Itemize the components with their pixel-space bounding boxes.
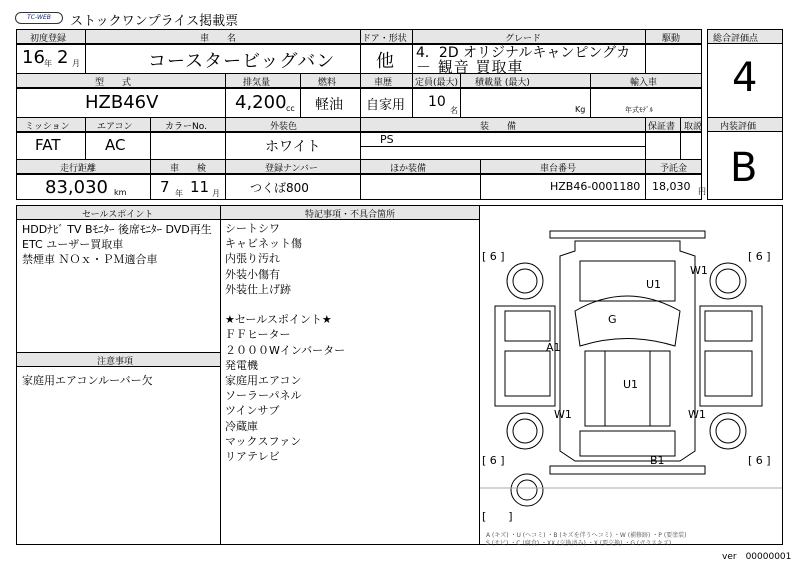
notes-title: 注意事項 — [97, 357, 134, 367]
label-aircon: エアコン — [97, 122, 133, 132]
interior-score: B — [730, 145, 758, 191]
label-model: 型 式 — [95, 78, 132, 88]
note-line: 家庭用エアコンルーバー欠 — [22, 374, 153, 387]
legend-line1: A (キズ) ・U (ヘコミ) ・B (キズを伴うヘコミ) ・W (補修跡) ・P (要塗装) — [486, 532, 687, 539]
mark-b1: B1 — [650, 454, 665, 467]
sales-point-line: ETC ユーザー買取車 — [22, 238, 124, 252]
label-warranty: 保証書 — [648, 122, 676, 132]
notes-list — [22, 373, 153, 388]
special-line: ツインサブ — [225, 404, 280, 418]
mileage-unit: km — [114, 188, 127, 197]
bracket-top-right: [ 6 ] — [748, 250, 771, 263]
label-fuel: 燃料 — [318, 78, 337, 88]
label-equip: 装 備 — [480, 122, 517, 132]
special-line: 内張り汚れ — [225, 252, 280, 266]
first-reg-month-unit: 月 — [72, 59, 80, 68]
label-displacement: 排気量 — [243, 78, 271, 88]
ext-color-value: ホワイト — [265, 139, 321, 155]
label-door: ドア・形状 — [362, 34, 407, 44]
special-line: 外装仕上げ跡 — [225, 282, 291, 296]
label-car-name: 車 名 — [200, 34, 237, 44]
capacity-value: 10 — [428, 94, 446, 110]
load-unit: Kg — [575, 105, 586, 114]
car-damage-diagram — [480, 206, 782, 544]
grade-line2: － 観音 買取車 — [416, 58, 524, 76]
equip-ps: PS — [380, 133, 394, 146]
mission-value: FAT — [35, 136, 61, 154]
label-other-equip: ほか装備 — [390, 164, 427, 174]
wheel-top-right — [710, 263, 746, 299]
label-mission: ミッション — [25, 122, 70, 132]
logo — [15, 12, 63, 24]
insp-year-unit: 年 — [175, 189, 183, 198]
special-line: ソーラーパネル — [225, 389, 302, 403]
label-price: 予託金 — [660, 164, 688, 174]
mark-u1-mid: U1 — [623, 378, 639, 391]
label-manual: 取説 — [684, 122, 703, 132]
price-unit: 円 — [698, 187, 706, 196]
sales-point-line: HDDﾅﾋﾞ TV Bﾓﾆﾀｰ 後席ﾓﾆﾀｰ DVD再生 — [22, 223, 212, 236]
bracket-bottom-left: [ 6 ] — [482, 454, 505, 467]
sales-points-title: セールスポイント — [82, 210, 154, 220]
bracket-bottom: [ ] — [482, 510, 513, 523]
special-list — [225, 221, 345, 464]
mark-a1: A1 — [546, 341, 561, 354]
mark-w1-left: W1 — [554, 408, 572, 421]
mark-u1-top: U1 — [646, 278, 662, 291]
special-line: 冷蔵庫 — [225, 419, 258, 433]
label-load: 積載量 (最大) — [475, 78, 530, 88]
mileage-value: 83,030 — [45, 177, 108, 198]
label-color-no: カラーNo. — [165, 122, 207, 132]
aircon-value: AC — [105, 136, 126, 154]
sales-points-list — [22, 222, 212, 268]
label-import: 輸入車 — [630, 78, 658, 88]
page-title: ストックワンプライス掲載票 — [70, 14, 239, 29]
displacement-value: 4,200 — [235, 92, 287, 113]
chassis-value: HZB46-0001180 — [550, 180, 641, 193]
special-line: 外装小傷有 — [225, 267, 280, 281]
label-ext-color: 外装色 — [270, 122, 298, 132]
price-value: 18,030 — [652, 180, 691, 193]
label-first-reg: 初度登録 — [30, 34, 67, 44]
label-grade: グレード — [505, 34, 542, 44]
special-line — [225, 297, 345, 312]
label-chassis: 車台番号 — [540, 164, 577, 174]
fuel-value: 軽油 — [315, 97, 343, 113]
plate-value: つくば800 — [250, 181, 309, 195]
wheel-top-left — [507, 263, 543, 299]
grade-line1: 4．2D オリジナルキャンピングカ — [416, 45, 631, 61]
special-line: ★セールスポイント★ — [225, 313, 332, 327]
insp-year: 7 — [160, 178, 170, 196]
first-reg-month: 2 — [57, 47, 69, 68]
mark-w1-right: W1 — [688, 408, 706, 421]
model-value: HZB46V — [85, 92, 159, 113]
label-usage: 車歴 — [374, 78, 393, 88]
usage-value: 自家用 — [366, 98, 406, 113]
first-reg-year-unit: 年 — [44, 59, 52, 68]
special-line: 発電機 — [225, 358, 258, 372]
special-line: ２０００Wインバーター — [225, 343, 346, 357]
label-interior: 内装評価 — [720, 122, 757, 132]
model-year-unit: 年式ﾓﾃﾞﾙ — [625, 106, 653, 114]
special-line: リアテレビ — [225, 450, 280, 464]
overall-score: 4 — [732, 55, 758, 101]
insp-month: 11 — [190, 178, 210, 196]
label-drive: 駆動 — [662, 34, 681, 44]
special-title: 特記事項・不具合箇所 — [305, 210, 396, 220]
bracket-bottom-right: [ 6 ] — [748, 454, 771, 467]
displacement-unit: cc — [286, 104, 295, 113]
car-name-value: コースタービッグバン — [148, 51, 336, 72]
special-line: キャビネット傷 — [225, 237, 302, 251]
wheel-bottom-left — [507, 413, 543, 449]
label-plate: 登録ナンバー — [265, 164, 318, 174]
door-value: 他 — [376, 51, 394, 72]
legend-line2: S (サビ) ・C (腐食) ・XX (交換済み) ・X (要交換) ・G (ガラスキズ) — [486, 540, 672, 547]
sales-point-line: 禁煙車 ＮＯｘ・ＰＭ適合車 — [22, 253, 158, 267]
label-capacity: 定員(最大) — [415, 78, 459, 88]
bracket-top-left: [ 6 ] — [482, 250, 505, 263]
label-mileage: 走行距離 — [60, 164, 97, 174]
wheel-bottom-right — [710, 413, 746, 449]
mark-w1-top: W1 — [690, 264, 708, 277]
special-line: 家庭用エアコン — [225, 374, 302, 388]
special-line: ＦＦヒーター — [225, 328, 291, 342]
spare-wheel — [511, 474, 543, 506]
special-line: シートシワ — [225, 222, 280, 235]
label-score: 総合評価点 — [713, 34, 759, 44]
logo-text: TC-WEB — [27, 14, 51, 21]
mark-g: G — [608, 313, 617, 326]
special-line: マックスファン — [225, 434, 302, 448]
capacity-unit: 名 — [450, 106, 458, 115]
version-label: ver 00000001 — [722, 552, 792, 562]
insp-month-unit: 月 — [212, 189, 220, 198]
first-reg-year: 16 — [22, 47, 45, 68]
label-inspection: 車 検 — [170, 164, 207, 174]
